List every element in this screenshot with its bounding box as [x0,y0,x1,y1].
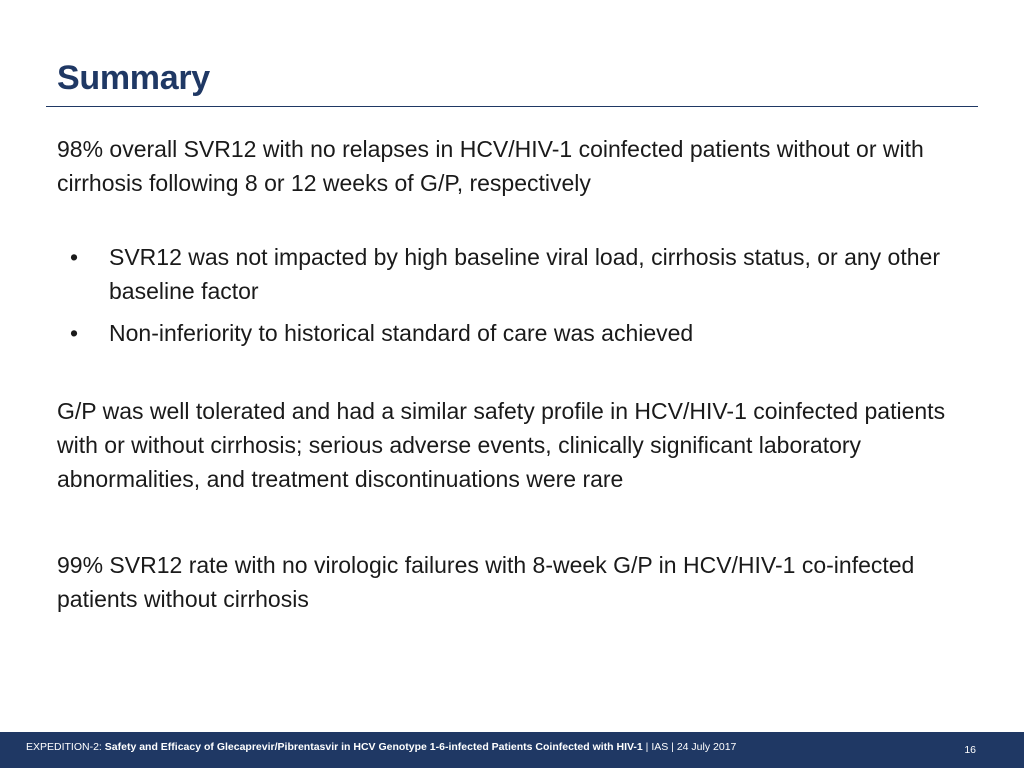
footer-citation [26,740,736,754]
bullet-list [57,240,977,350]
slide-title: Summary [57,59,210,97]
footer-date: 24 July 2017 [676,741,737,753]
bullet-item [57,240,977,308]
bullet-marker: • [70,320,79,346]
footer-separator: | [668,741,677,753]
summary-paragraph-8week: 99% SVR12 rate with no virologic failures with 8-week G/P in HCV/HIV-1 co-infected patients without cirrhosis [57,552,915,612]
footer-study-title: Safety and Efficacy of Glecaprevir/Pibrentasvir in HCV Genotype 1-6-infected Patients Coinfected with HIV-1 [104,741,643,753]
bullet-marker: • [70,244,79,270]
slide-body [57,132,977,616]
bullet-text: SVR12 was not impacted by high baseline viral load, cirrhosis status, or any other baseline factor [109,244,940,304]
footer-conference: IAS [651,741,669,753]
title-divider [46,106,978,107]
footer-study-label: EXPEDITION-2: [26,741,102,753]
summary-paragraph-svr12: 98% overall SVR12 with no relapses in HCV/HIV-1 coinfected patients without or with cirrhosis following 8 or 12 weeks of G/P, respectively [57,136,924,196]
footer-bar [0,732,1024,768]
summary-paragraph-safety: G/P was well tolerated and had a similar safety profile in HCV/HIV-1 coinfected patients with or without cirrhosis; serious adverse events, clinically significant laboratory abnormalities, and treatment discontinuations were rare [57,398,946,492]
bullet-item [57,316,977,350]
page-number: 16 [964,744,976,756]
footer-separator: | [642,741,652,753]
bullet-text: Non-inferiority to historical standard of care was achieved [109,320,694,346]
